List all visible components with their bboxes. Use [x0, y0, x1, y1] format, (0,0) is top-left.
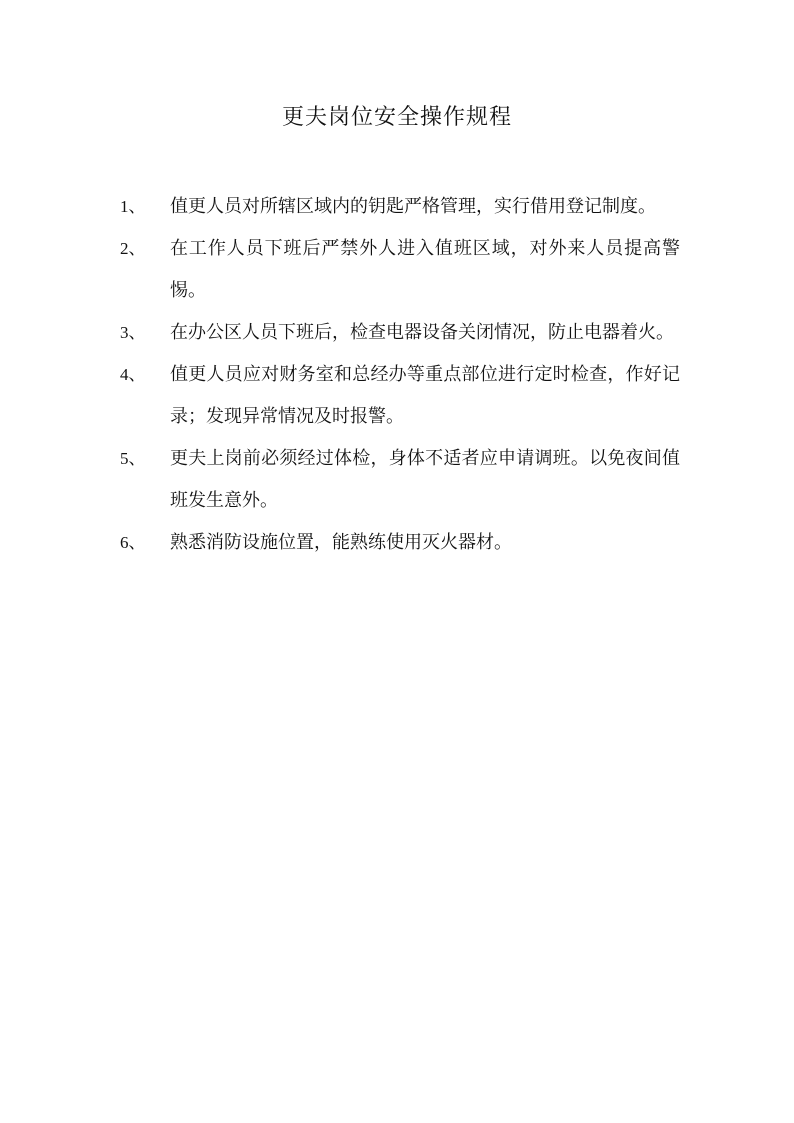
document-title: 更夫岗位安全操作规程 — [281, 105, 512, 130]
rule-number: 6、 — [120, 533, 146, 552]
rule-item — [120, 228, 680, 312]
rule-number: 5、 — [120, 449, 146, 468]
rule-text: 在工作人员下班后严禁外人进入值班区域，对外来人员提高警惕。 — [170, 238, 680, 301]
rule-text: 熟悉消防设施位置，能熟练使用灭火器材。 — [170, 532, 512, 553]
rule-number: 2、 — [120, 239, 146, 258]
rule-item — [120, 186, 680, 228]
rule-item — [120, 522, 680, 564]
rule-text: 值更人员对所辖区域内的钥匙严格管理，实行借用登记制度。 — [170, 196, 656, 217]
rule-text: 在办公区人员下班后，检查电器设备关闭情况，防止电器着火。 — [170, 322, 674, 343]
rules-list — [120, 186, 680, 564]
rule-number: 1、 — [120, 197, 146, 216]
rule-number: 3、 — [120, 323, 146, 342]
rule-number: 4、 — [120, 365, 146, 384]
rule-item — [120, 354, 680, 438]
rule-item — [120, 312, 680, 354]
rule-text: 值更人员应对财务室和总经办等重点部位进行定时检查，作好记录；发现异常情况及时报警。 — [170, 364, 680, 427]
rule-text: 更夫上岗前必须经过体检，身体不适者应申请调班。以免夜间值班发生意外。 — [170, 448, 680, 511]
rule-item — [120, 438, 680, 522]
